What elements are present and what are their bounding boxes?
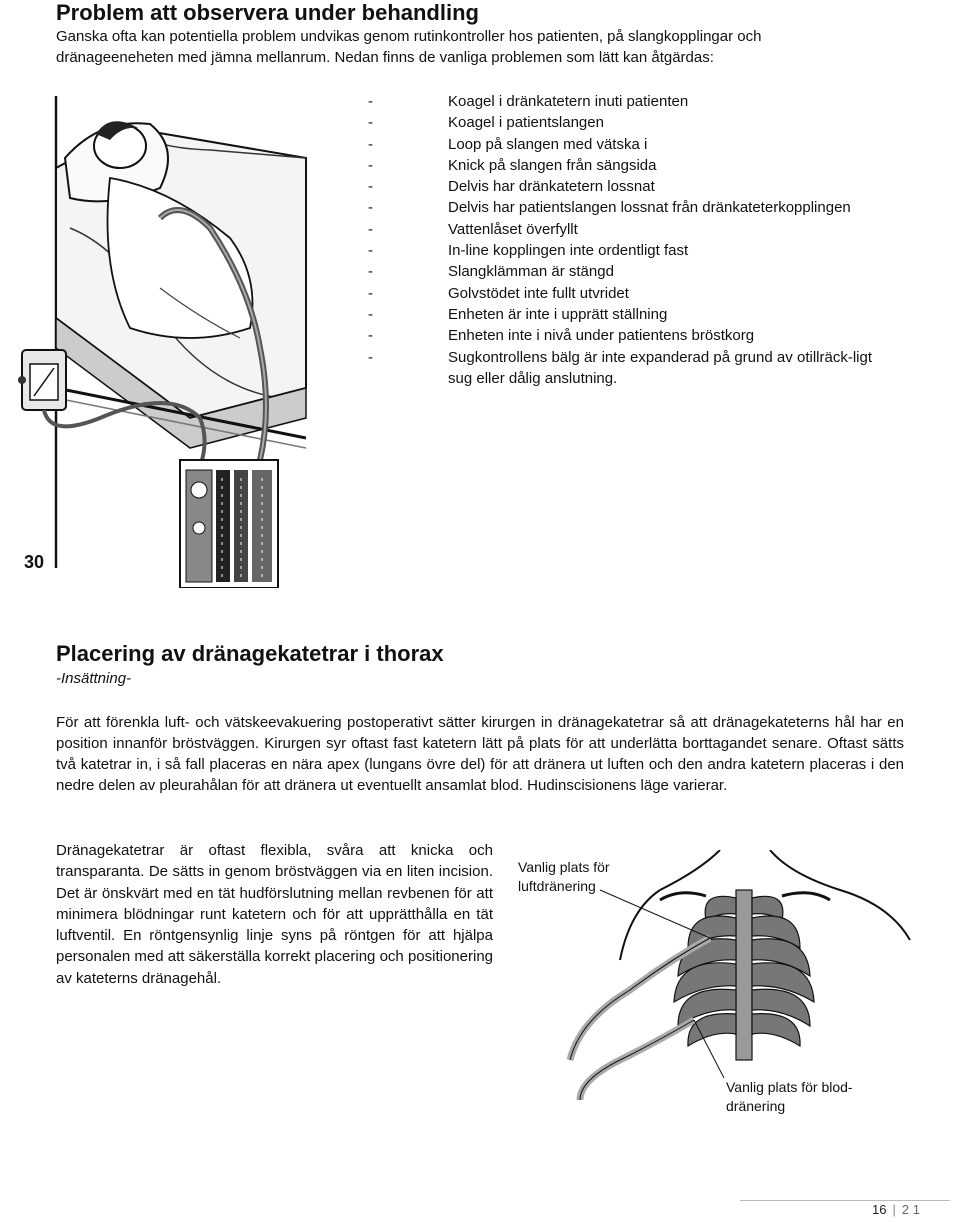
page-separator: | bbox=[892, 1202, 896, 1217]
section-subtitle: -Insättning- bbox=[56, 670, 132, 687]
list-item-text: Loop på slangen med vätska i bbox=[448, 135, 648, 153]
list-dash: - bbox=[368, 135, 373, 153]
list-item-text: Delvis har patientslangen lossnat från dränkateterkopplingen bbox=[448, 199, 851, 217]
list-dash: - bbox=[368, 199, 373, 217]
list-item bbox=[360, 261, 880, 282]
list-dash: - bbox=[368, 156, 373, 174]
list-item-text: Enheten inte i nivå under patientens bröstkorg bbox=[448, 327, 755, 345]
page-number-value: 16 bbox=[872, 1202, 887, 1217]
list-dash: - bbox=[368, 220, 373, 238]
list-item bbox=[360, 155, 880, 176]
list-item-text: Enheten är inte i upprätt ställning bbox=[448, 305, 668, 323]
footer-rule bbox=[740, 1200, 950, 1201]
list-dash: - bbox=[368, 284, 373, 302]
list-item-text: Koagel i dränkatetern inuti patienten bbox=[448, 93, 689, 110]
list-dash: - bbox=[368, 178, 373, 196]
label-air-drainage: Vanlig plats för luftdränering bbox=[518, 859, 610, 894]
list-item bbox=[360, 304, 880, 325]
list-dash: - bbox=[368, 348, 373, 366]
list-dash: - bbox=[368, 327, 373, 345]
patient-drainage-illustration bbox=[10, 88, 310, 588]
list-item-text: Golvstödet inte fullt utvridet bbox=[448, 284, 629, 302]
page-number-suffix: 2 1 bbox=[901, 1202, 920, 1217]
intro-paragraph: Ganska ofta kan potentiella problem undvikas genom rutinkontroller hos patienten, på slangkopplingar och dränageeneheten med jämna mellanrum. Nedan finns de vanliga problemen som lätt kan åtgärdas: bbox=[56, 28, 762, 66]
page-number bbox=[872, 1202, 920, 1217]
list-item-text: Delvis har dränkatetern lossnat bbox=[448, 178, 655, 196]
list-dash: - bbox=[368, 305, 373, 323]
list-item bbox=[360, 197, 880, 218]
list-item-text: Knick på slangen från sängsida bbox=[448, 156, 657, 174]
list-item bbox=[360, 283, 880, 304]
list-item bbox=[360, 112, 880, 133]
list-item bbox=[360, 91, 880, 112]
label-blood-drainage: Vanlig plats för blod-dränering bbox=[726, 1079, 853, 1114]
list-item-text: Sugkontrollens bälg är inte expanderad på grund av otillräck-ligt sug eller dålig anslutning. bbox=[448, 348, 872, 387]
placement-paragraph-1: För att förenkla luft- och vätskeevakuering postoperativt sätter kirurgen in dränagekatetrar så att dränagekateterns hål har en position innanför bröstväggen. Kirurgen syr oftast fast katetern lätt på plats för att underlätta borttagandet senare. Oftast sätts två katetrar in, i så fall placeras en nära apex (lungans övre del) för att dränera ut luften och den andra katetern placeras i den nedre delen av pleurahålan för att dränera ut eventuellt ansamlat blod. Hudinscisionens läge varierar. bbox=[56, 714, 904, 794]
list-item-text: Slangklämman är stängd bbox=[448, 263, 614, 281]
list-item-text: Vattenlåset överfyllt bbox=[448, 220, 578, 238]
section-title-placement: Placering av dränagekatetrar i thorax bbox=[56, 641, 444, 666]
list-dash: - bbox=[368, 263, 373, 281]
list-item bbox=[360, 325, 880, 346]
list-item bbox=[360, 219, 880, 240]
list-item bbox=[360, 347, 880, 391]
list-dash: - bbox=[368, 242, 373, 260]
placement-paragraph-2: Dränagekatetrar är oftast flexibla, svåra att knicka och transparanta. De sätts in genom bröstväggen via en liten incision. Det är önskvärt med en tät hudförslutning mellan revbenen för att minimera blödningar runt katetern och för att upprätthålla en tät luftventil. En röntgensynlig linje syns på röntgen för att hjälpa personalen med att säkerställa korrekt placering och positionering av kateterns dränagehål. bbox=[56, 842, 493, 987]
problem-list bbox=[360, 91, 880, 391]
list-item-text: In-line kopplingen inte ordentligt fast bbox=[448, 242, 689, 260]
list-dash: - bbox=[368, 93, 373, 110]
figure-number: 30 bbox=[24, 552, 45, 572]
section-title-problems: Problem att observera under behandling bbox=[56, 0, 479, 25]
list-dash: - bbox=[368, 114, 373, 132]
list-item-text: Koagel i patientslangen bbox=[448, 114, 604, 132]
list-item bbox=[360, 134, 880, 155]
list-item bbox=[360, 240, 880, 261]
list-item bbox=[360, 176, 880, 197]
